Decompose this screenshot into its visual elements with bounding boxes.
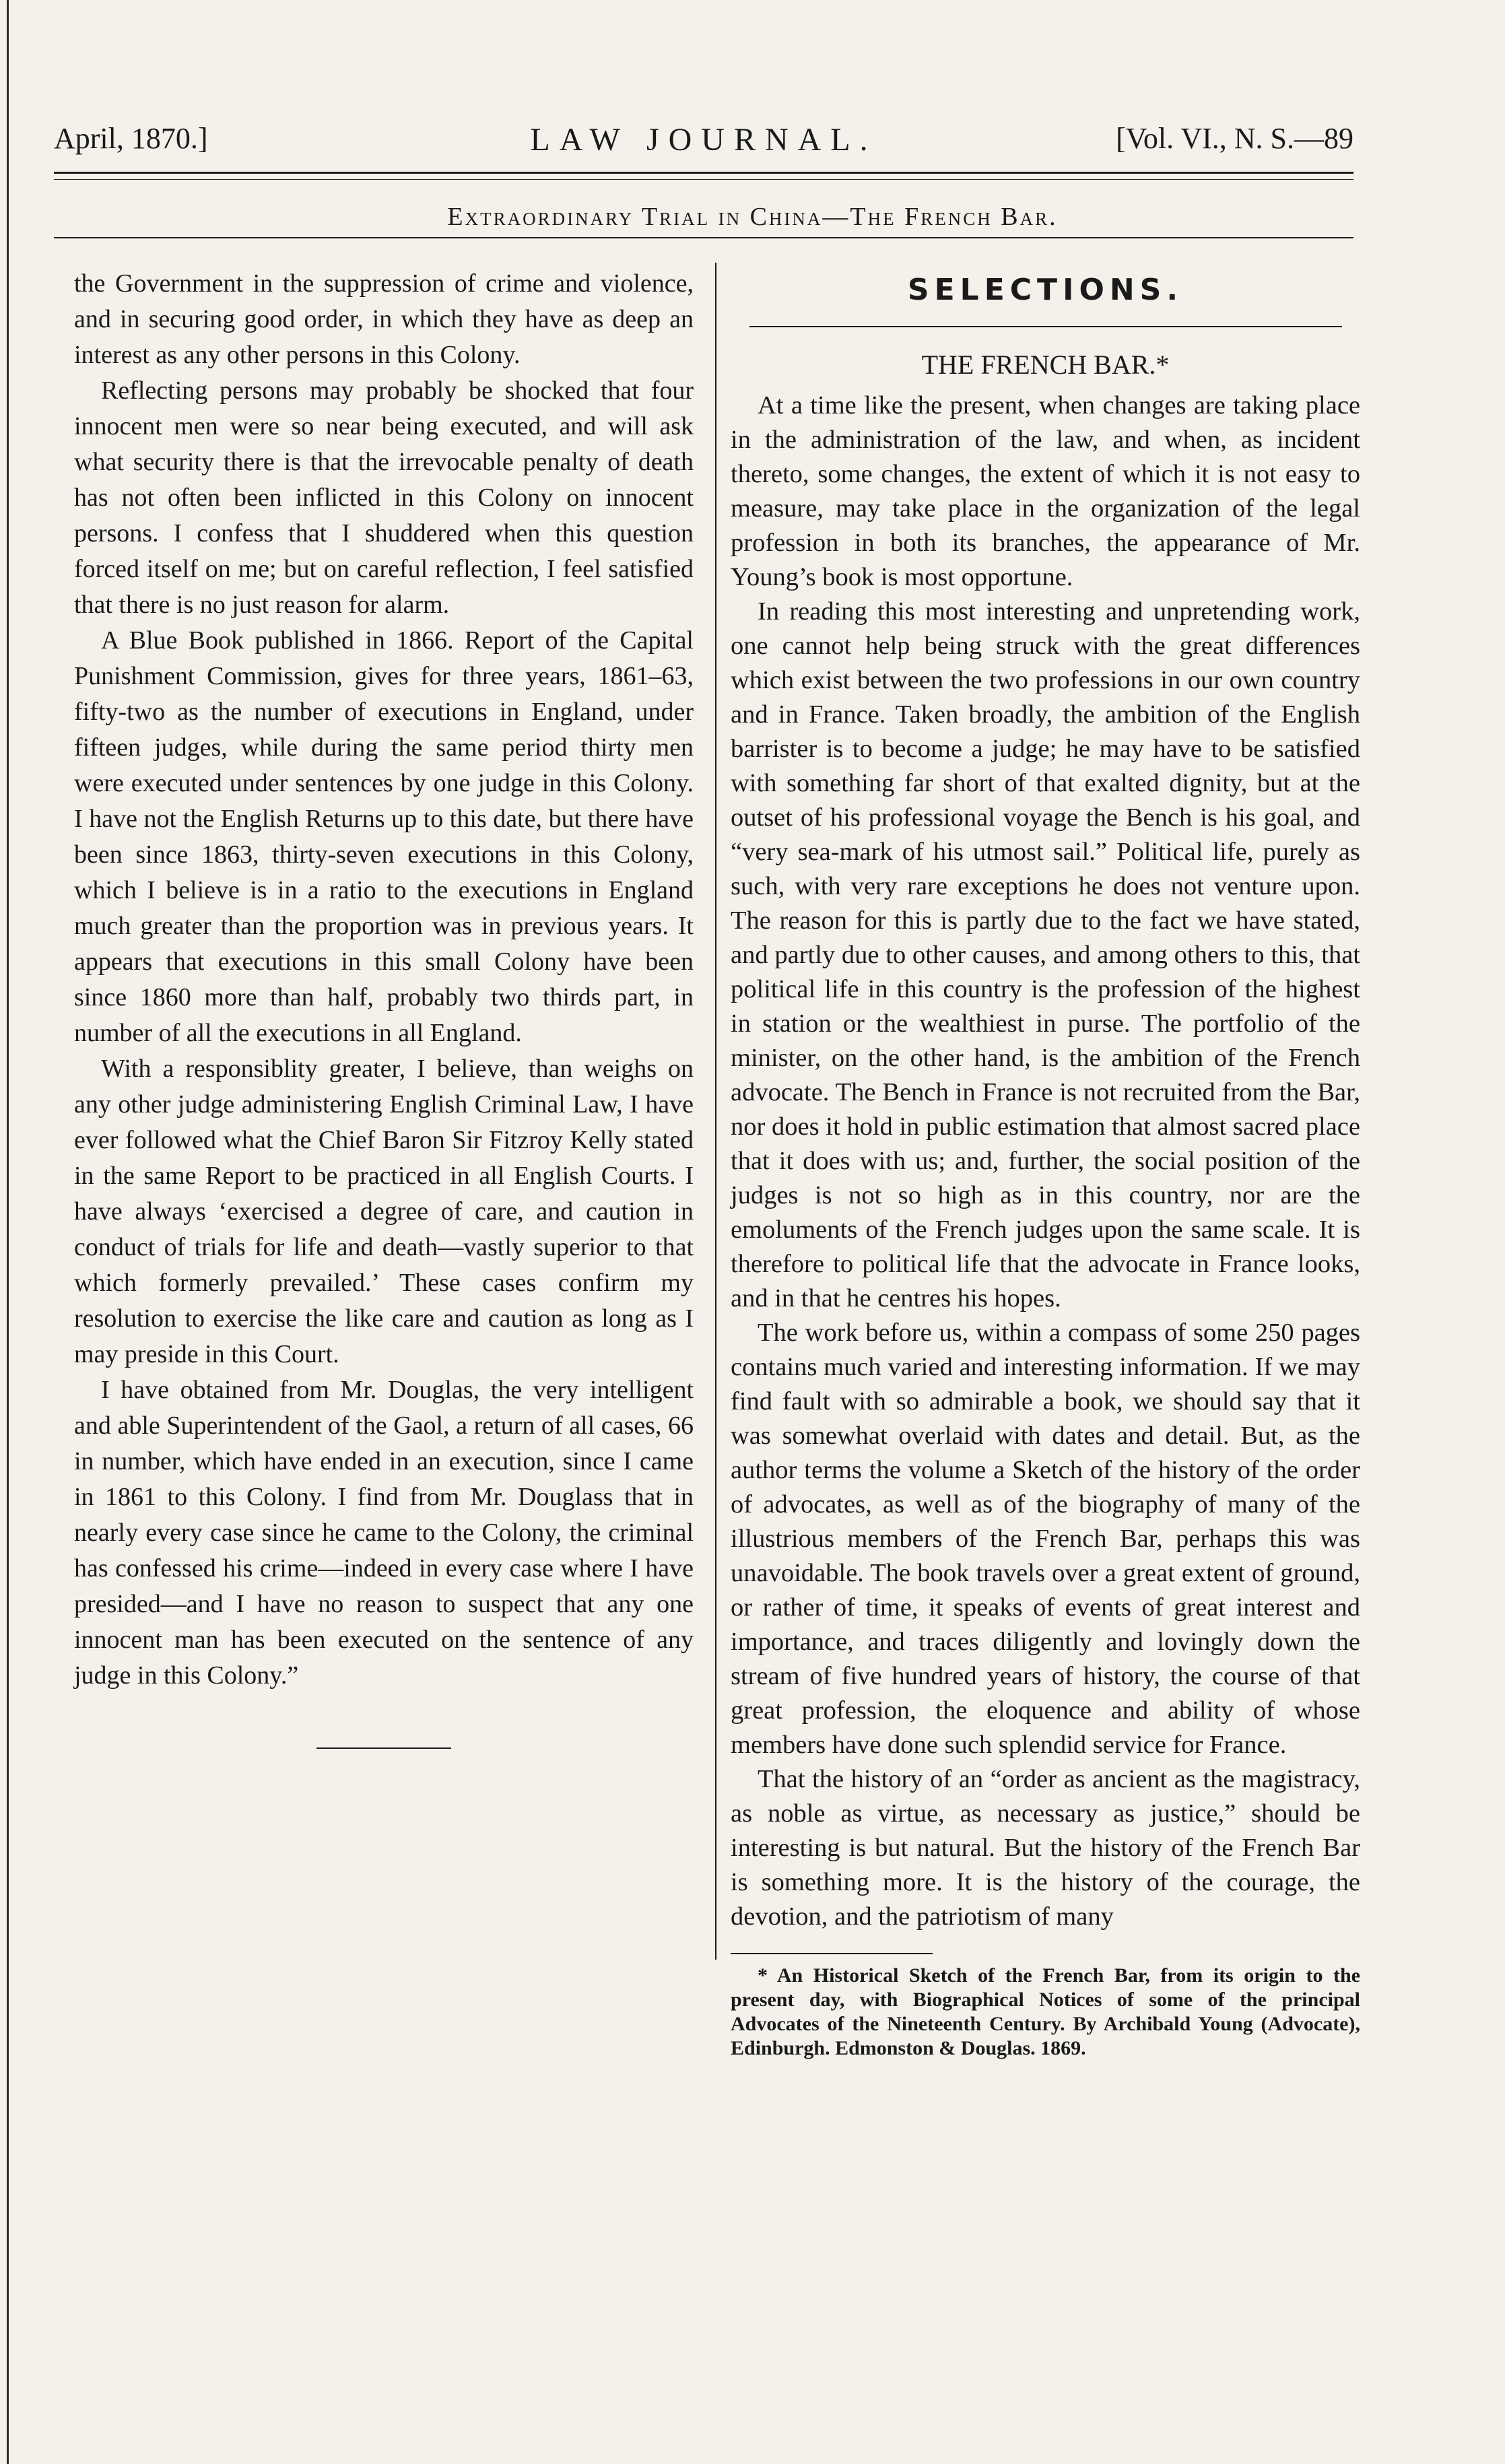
left-paragraph: A Blue Book published in 1866. Report of the Capital Punishment Commission, gives for three years, 1861–63, fifty-two as the number of executions in England, under fifteen judges, while during the same period thirty men were executed under sentences by one judge in this Colony. I have not the English Returns up to this date, but there have been since 1863, thirty-seven executions in this Colony, which I believe is in a ratio to the executions in England much greater than the proportion was in previous years. It appears that executions in this small Colony have been since 1860 more than half, probably two thirds part, in number of all the executions in all England. xyxy=(74,626,694,1047)
article-title: THE FRENCH BAR.* xyxy=(921,349,1170,380)
end-of-article-rule xyxy=(316,1747,451,1749)
left-column xyxy=(74,266,694,1749)
right-paragraph: The work before us, within a compass of some 250 pages contains much varied and interesting information. If we may find fault with so admirable a book, we should say that it was somewhat overlaid with dates and detail. But, as the author terms the volume a Sketch of the history of the order of advocates, as well as of the biography of many of the illustrious members of the French Bar, perhaps this was unavoidable. The book travels over a great extent of ground, or rather of time, it speaks of events of great interest and importance, and traces diligently and lovingly down the stream of five hundred years of history, the course of that great profession, the eloquence and ability of whose members have done such splendid service for France. xyxy=(731,1319,1360,1759)
right-column xyxy=(731,266,1360,2061)
running-subheader: Extraordinary Trial in China—The French Bar. xyxy=(447,203,1058,231)
page-header xyxy=(54,101,1353,162)
left-paragraph: With a responsiblity greater, I believe, than weighs on any other judge administering English Criminal Law, I have ever followed what the Chief Baron Sir Fitzroy Kelly stated in the same Report to be practiced in all English Courts. I have always ‘exercised a degree of care, and caution in conduct of trials for life and death—vastly superior to that which formerly prevailed.’ These cases confirm my resolution to exercise the like care and caution as long as I may preside in this Court. xyxy=(74,1055,694,1368)
column-divider xyxy=(715,263,716,1960)
section-rule xyxy=(749,326,1342,327)
header-rule xyxy=(54,172,1353,180)
binding-edge xyxy=(7,0,9,2464)
subheader-rule xyxy=(54,237,1353,238)
right-paragraph: That the history of an “order as ancient as the magistracy, as noble as virtue, as necessary as justice,” should be interesting is but natural. But the history of the French Bar is something more. It is the history of the courage, the devotion, and the patriotism of many xyxy=(731,1765,1360,1931)
left-paragraph: the Government in the suppression of crime and violence, and in securing good order, in which they have as deep an interest as any other persons in this Colony. xyxy=(74,269,694,369)
right-paragraph: At a time like the present, when changes are taking place in the administration of the law, and when, as incident thereto, some changes, the extent of which it is not easy to measure, may take place in the organization of the legal profession in both its branches, the appearance of Mr. Young’s book is most opportune. xyxy=(731,391,1360,591)
footnote: * An Historical Sketch of the French Bar, from its origin to the present day, with Biographical Notices of some of the principal Advocates of the Nineteenth Century. By Archibald Young (Advocate), Edinburgh. Edmonston & Douglas. 1869. xyxy=(731,1964,1360,2059)
left-paragraph: I have obtained from Mr. Douglas, the very intelligent and able Superintendent of the Gaol, a return of all cases, 66 in number, which have ended in an execution, since I came in 1861 to this Colony. I find from Mr. Douglass that in nearly every case since he came to the Colony, the criminal has confessed his crime—indeed in every case where I have presided—and I have no reason to suspect that any one innocent man has been executed on the sentence of any judge in this Colony.” xyxy=(74,1376,694,1690)
footnote-rule xyxy=(731,1953,933,1954)
header-volume-page: [Vol. VI., N. S.—89 xyxy=(1116,122,1353,155)
header-date: April, 1870.] xyxy=(54,122,208,155)
header-journal-title: LAW JOURNAL. xyxy=(530,122,877,158)
section-title: SELECTIONS. xyxy=(907,273,1184,307)
left-paragraph: Reflecting persons may probably be shocked that four innocent men were so near being executed, and will ask what security there is that the irrevocable penalty of death has not often been inflicted in this Colony on innocent persons. I confess that I shuddered when this question forced itself on me; but on careful reflection, I feel satisfied that there is no just reason for alarm. xyxy=(74,376,694,619)
right-paragraph: In reading this most interesting and unpretending work, one cannot help being struck with the great differences which exist between the two professions in our own country and in France. Taken broadly, the ambition of the English barrister is to become a judge; he may have to be satisfied with something far short of that exalted dignity, but at the outset of his professional voyage the Bench is his goal, and “very sea-mark of his utmost sail.” Political life, purely as such, with very rare exceptions he does not venture upon. The reason for this is partly due to the fact we have stated, and partly due to other causes, and among others to this, that political life in this country is the profession of the highest in station or the wealthiest in purse. The portfolio of the minister, on the other hand, is the ambition of the French advocate. The Bench in France is not recruited from the Bar, nor does it hold in public estimation that almost sacred place that it does with us; and, further, the social position of the judges is not so high as in this country, nor are the emoluments of the French judges upon the same scale. It is therefore to political life that the advocate in France looks, and in that he centres his hopes. xyxy=(731,597,1360,1312)
